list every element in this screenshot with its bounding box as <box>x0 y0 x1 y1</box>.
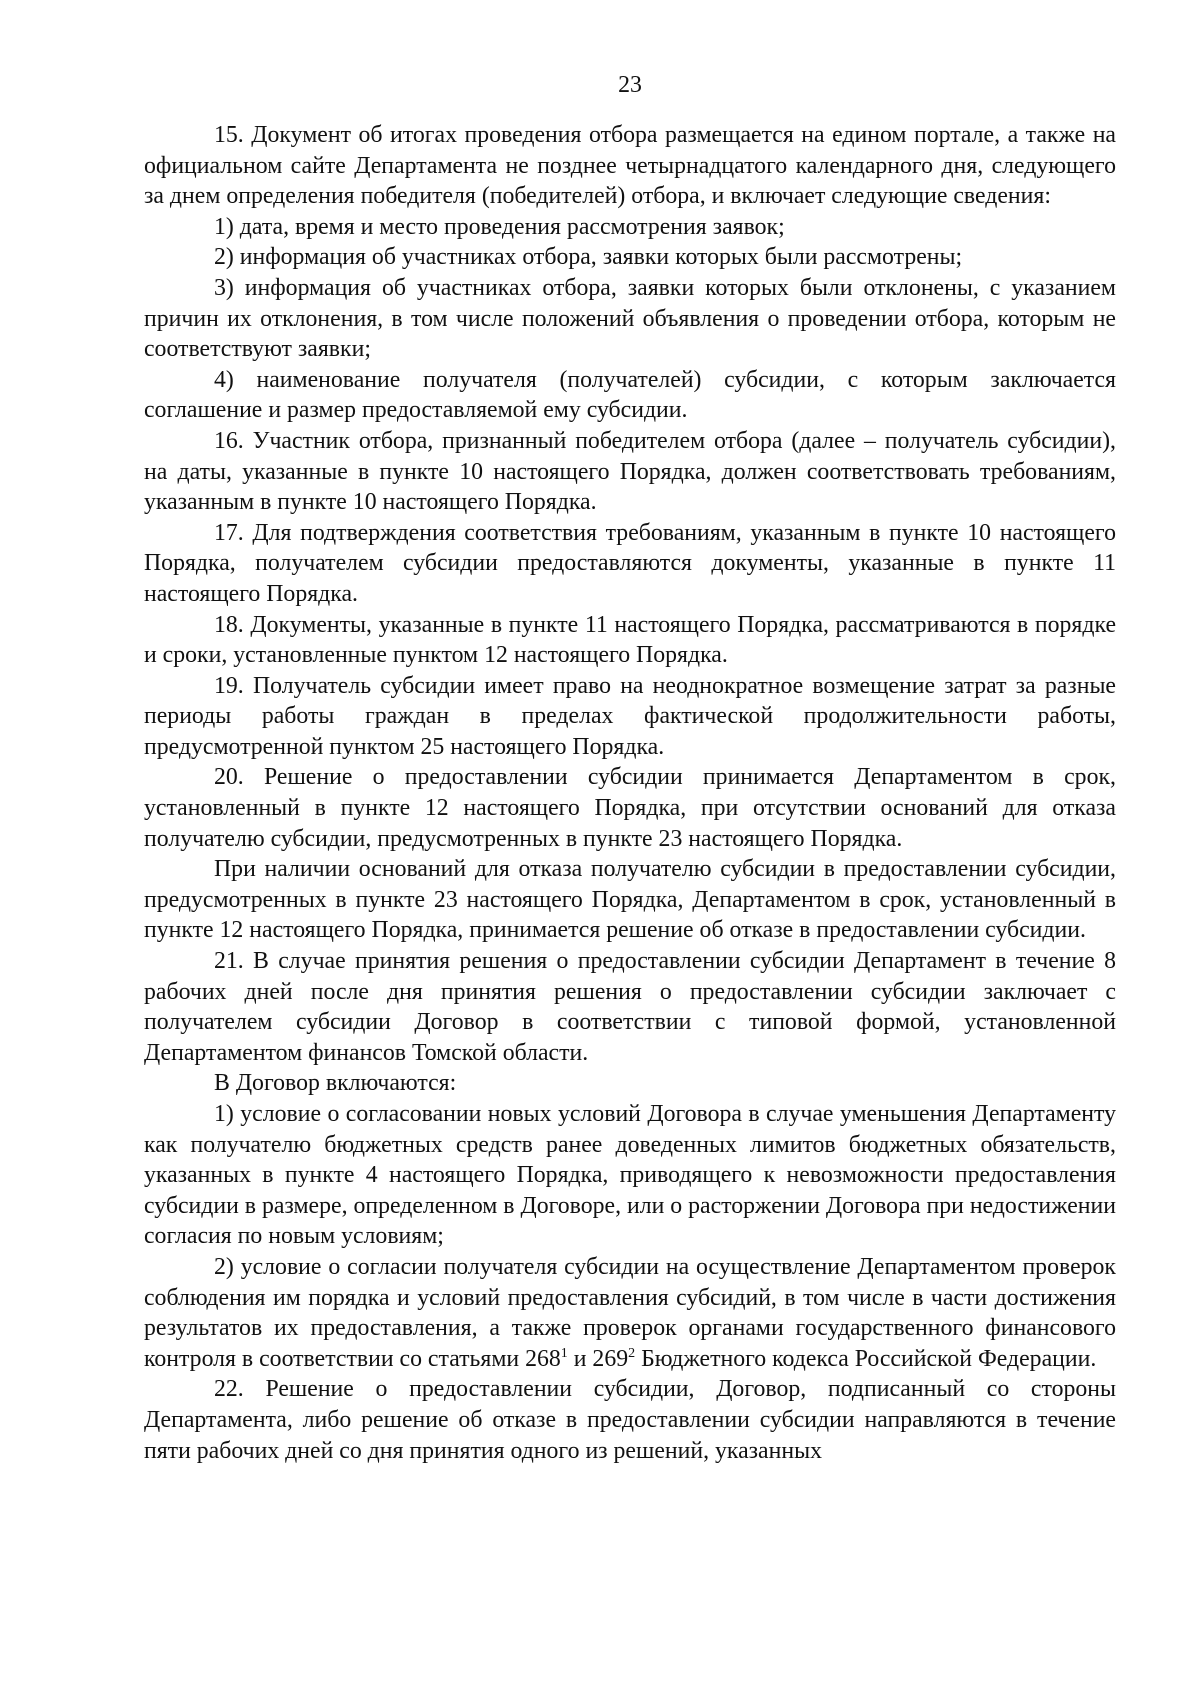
paragraph-21-item-2 <box>144 1252 1116 1374</box>
paragraph-19: 19. Получатель субсидии имеет право на неоднократное возмещение затрат за разные периоды работы граждан в пределах фактической продолжительности работы, предусмотренной пунктом 25 настоящего Порядка. <box>144 672 1116 760</box>
paragraph-15-item-2: 2) информация об участниках отбора, заявки которых были рассмотрены; <box>214 244 963 271</box>
paragraph-21-item-1: 1) условие о согласовании новых условий Договора в случае уменьшения Департаменту как получателю бюджетных средств ранее доведенных лимитов бюджетных обязательств, указанных в пункте 4 настоящего Порядка, приводящего к невозможности предоставления субсидии в размере, определенном в Договоре, или о расторжении Договора при недостижении согласия по новым условиям; <box>144 1101 1116 1250</box>
paragraph-16: 16. Участник отбора, признанный победителем отбора (далее – получатель субсидии), на даты, указанные в пункте 10 настоящего Порядка, должен соответствовать требованиям, указанным в пункте 10 настоящего Порядка. <box>144 427 1116 516</box>
page-number: 23 <box>618 72 642 98</box>
paragraph-17: 17. Для подтверждения соответствия требованиям, указанным в пункте 10 настоящего Порядка, получателем субсидии предоставляются документы, указанные в пункте 11 настоящего Порядка. <box>144 519 1116 607</box>
paragraph-20: 20. Решение о предоставлении субсидии принимается Департаментом в срок, установленный в пункте 12 настоящего Порядка, при отсутствии оснований для отказа получателю субсидии, предусмотренных в пункте 23 настоящего Порядка. <box>144 764 1116 852</box>
paragraph-21-item-2-text-middle: и 269 <box>567 1345 629 1372</box>
superscript-2: 2 <box>628 1345 636 1361</box>
paragraph-18: 18. Документы, указанные в пункте 11 настоящего Порядка, рассматриваются в порядке и сроки, установленные пунктом 12 настоящего Порядка. <box>144 611 1116 669</box>
paragraph-15-item-3: 3) информация об участниках отбора, заявки которых были отклонены, с указанием причин их отклонения, в том числе положений объявления о проведении отбора, которым не соответствуют заявки; <box>144 274 1116 363</box>
paragraph-20-refusal: При наличии оснований для отказа получателю субсидии в предоставлении субсидии, предусмотренных в пункте 23 настоящего Порядка, Департаментом в срок, установленный в пункте 12 настоящего Порядка, принимается решение об отказе в предоставлении субсидии. <box>144 856 1116 944</box>
superscript-1: 1 <box>560 1345 568 1361</box>
paragraph-21-item-2-text-before: 2) условие о согласии получателя субсидии на осуществление Департаментом проверок соблюдения им порядка и условий предоставления субсидий, в том числе в части достижения результатов их предоставления, а также проверок органами государственного финансового контроля в соответствии со статьями 268 <box>144 1253 1116 1372</box>
paragraph-22: 22. Решение о предоставлении субсидии, Договор, подписанный со стороны Департамента, либо решение об отказе в предоставлении субсидии направляются в течение пяти рабочих дней со дня принятия одного из решений, указанных <box>144 1376 1116 1464</box>
paragraph-21-intro: В Договор включаются: <box>214 1070 457 1097</box>
paragraph-15-item-4: 4) наименование получателя (получателей) субсидии, с которым заключается соглашение и размер предоставляемой ему субсидии. <box>144 366 1116 424</box>
document-page <box>144 70 1116 1466</box>
paragraph-15-item-1: 1) дата, время и место проведения рассмотрения заявок; <box>214 213 785 240</box>
paragraph-21: 21. В случае принятия решения о предоставлении субсидии Департамент в течение 8 рабочих дней после дня принятия решения о предоставлении субсидии заключает с получателем субсидии Договор в соответствии с типовой формой, установленной Департаментом финансов Томской области. <box>144 948 1116 1066</box>
paragraph-21-item-2-text-after: Бюджетного кодекса Российской Федерации. <box>635 1345 1097 1372</box>
paragraph-15: 15. Документ об итогах проведения отбора размещается на едином портале, а также на официальном сайте Департамента не позднее четырнадцатого календарного дня, следующего за днем определения победителя (победителей) отбора, и включает следующие сведения: <box>144 122 1116 210</box>
